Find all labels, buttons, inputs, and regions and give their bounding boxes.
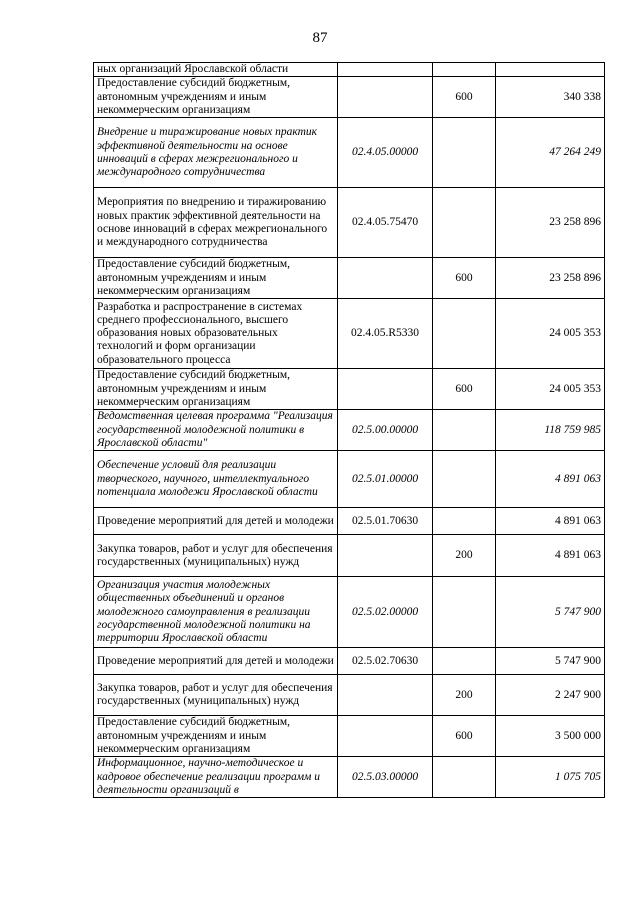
expense-type-cell: 600 <box>433 716 496 757</box>
target-code-cell: 02.5.01.00000 <box>338 451 433 508</box>
expense-type-cell <box>433 577 496 648</box>
expense-type-cell <box>433 118 496 188</box>
target-code-cell: 02.5.02.00000 <box>338 577 433 648</box>
expense-type-cell <box>433 648 496 675</box>
expense-type-cell <box>433 299 496 369</box>
program-name-cell: Информационное, научно-методическое и кадровое обеспечение реализации программ и деятельности организаций в <box>94 757 338 798</box>
expense-type-cell <box>433 410 496 451</box>
program-name-cell: Предоставление субсидий бюджетным, автономным учреждениям и иным некоммерческим организациям <box>94 369 338 410</box>
target-code-cell <box>338 535 433 577</box>
expense-type-cell: 600 <box>433 258 496 299</box>
amount-cell: 4 891 063 <box>496 508 605 535</box>
target-code-cell <box>338 258 433 299</box>
program-name-cell: Организация участия молодежных общественных объединений и органов молодежного самоуправления в реализации государственной молодежной политики на территории Ярославской области <box>94 577 338 648</box>
program-name-cell: Проведение мероприятий для детей и молодежи <box>94 648 338 675</box>
target-code-cell <box>338 63 433 77</box>
table-row <box>94 757 605 798</box>
expense-type-cell: 600 <box>433 77 496 118</box>
expense-type-cell <box>433 508 496 535</box>
target-code-cell: 02.4.05.00000 <box>338 118 433 188</box>
amount-cell: 2 247 900 <box>496 675 605 716</box>
target-code-cell <box>338 675 433 716</box>
program-name-cell: ных организаций Ярославской области <box>94 63 338 77</box>
amount-cell: 23 258 896 <box>496 258 605 299</box>
program-name-cell: Разработка и распространение в системах среднего профессионального, высшего образования новых образовательных технологий и форм организации образовательного процесса <box>94 299 338 369</box>
program-name-cell: Проведение мероприятий для детей и молодежи <box>94 508 338 535</box>
budget-table <box>93 62 605 798</box>
target-code-cell <box>338 369 433 410</box>
table-row <box>94 675 605 716</box>
expense-type-cell <box>433 451 496 508</box>
table-row <box>94 118 605 188</box>
amount-cell: 4 891 063 <box>496 451 605 508</box>
table-row <box>94 188 605 258</box>
amount-cell: 118 759 985 <box>496 410 605 451</box>
table-row <box>94 63 605 77</box>
expense-type-cell: 200 <box>433 535 496 577</box>
table-row <box>94 410 605 451</box>
table-row <box>94 716 605 757</box>
amount-cell: 47 264 249 <box>496 118 605 188</box>
amount-cell: 23 258 896 <box>496 188 605 258</box>
amount-cell: 24 005 353 <box>496 369 605 410</box>
expense-type-cell <box>433 63 496 77</box>
program-name-cell: Внедрение и тиражирование новых практик эффективной деятельности на основе инноваций в сферах межрегионального и международного сотрудничества <box>94 118 338 188</box>
target-code-cell: 02.4.05.75470 <box>338 188 433 258</box>
amount-cell: 4 891 063 <box>496 535 605 577</box>
target-code-cell: 02.4.05.R5330 <box>338 299 433 369</box>
target-code-cell <box>338 716 433 757</box>
table-row <box>94 299 605 369</box>
table-row <box>94 577 605 648</box>
target-code-cell: 02.5.03.00000 <box>338 757 433 798</box>
table-row <box>94 451 605 508</box>
amount-cell: 5 747 900 <box>496 577 605 648</box>
target-code-cell: 02.5.02.70630 <box>338 648 433 675</box>
program-name-cell: Закупка товаров, работ и услуг для обеспечения государственных (муниципальных) нужд <box>94 675 338 716</box>
page-number: 87 <box>312 30 328 46</box>
amount-cell <box>496 63 605 77</box>
target-code-cell <box>338 77 433 118</box>
expense-type-cell: 600 <box>433 369 496 410</box>
program-name-cell: Обеспечение условий для реализации творческого, научного, интеллектуального потенциала молодежи Ярославской области <box>94 451 338 508</box>
program-name-cell: Мероприятия по внедрению и тиражированию новых практик эффективной деятельности на основе инноваций в сферах межрегионального и международного сотрудничества <box>94 188 338 258</box>
expense-type-cell: 200 <box>433 675 496 716</box>
program-name-cell: Предоставление субсидий бюджетным, автономным учреждениям и иным некоммерческим организациям <box>94 716 338 757</box>
expense-type-cell <box>433 188 496 258</box>
target-code-cell: 02.5.00.00000 <box>338 410 433 451</box>
program-name-cell: Предоставление субсидий бюджетным, автономным учреждениям и иным некоммерческим организациям <box>94 258 338 299</box>
table-row <box>94 535 605 577</box>
target-code-cell: 02.5.01.70630 <box>338 508 433 535</box>
amount-cell: 340 338 <box>496 77 605 118</box>
amount-cell: 5 747 900 <box>496 648 605 675</box>
program-name-cell: Предоставление субсидий бюджетным, автономным учреждениям и иным некоммерческим организациям <box>94 77 338 118</box>
budget-table-body <box>94 63 605 798</box>
amount-cell: 24 005 353 <box>496 299 605 369</box>
amount-cell: 3 500 000 <box>496 716 605 757</box>
program-name-cell: Ведомственная целевая программа "Реализация государственной молодежной политики в Ярославской области" <box>94 410 338 451</box>
table-row <box>94 77 605 118</box>
program-name-cell: Закупка товаров, работ и услуг для обеспечения государственных (муниципальных) нужд <box>94 535 338 577</box>
table-row <box>94 369 605 410</box>
table-row <box>94 648 605 675</box>
table-row <box>94 258 605 299</box>
expense-type-cell <box>433 757 496 798</box>
table-row <box>94 508 605 535</box>
amount-cell: 1 075 705 <box>496 757 605 798</box>
